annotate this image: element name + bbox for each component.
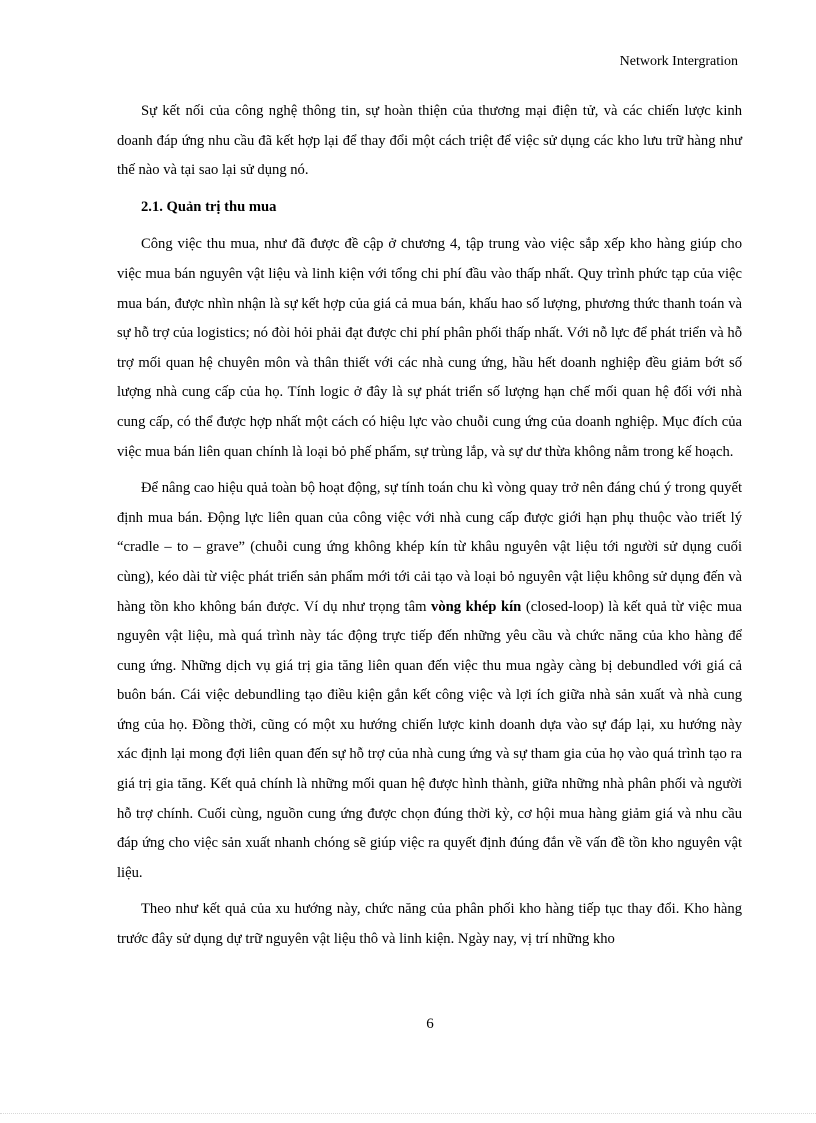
document-body (117, 97, 742, 962)
section-heading: 2.1. Quản trị thu mua (141, 198, 277, 215)
paragraph-trend: Theo như kết quả của xu hướng này, chức năng của phân phối kho hàng tiếp tục thay đổi. Kho hàng trước đây sử dụng dự trữ nguyên vật liệu thô và linh kiện. Ngày nay, vị trí những kho (117, 901, 742, 948)
page-edge-divider (0, 1113, 816, 1114)
paragraph-intro: Sự kết nối của công nghệ thông tin, sự hoàn thiện của thương mại điện tử, và các chiến lược kinh doanh đáp ứng nhu cầu đã kết hợp lại để thay đổi một cách triệt để việc sử dụng các kho lưu trữ hàng như thế nào và tại sao lại sử dụng nó. (117, 103, 742, 179)
paragraph-purchasing: Công việc thu mua, như đã được đề cập ở chương 4, tập trung vào việc sắp xếp kho hàng giúp cho việc mua bán nguyên vật liệu và linh kiện với tổng chi phí đầu vào thấp nhất. Quy trình phức tạp của việc mua bán, được nhìn nhận là sự kết hợp của giá cả mua bán, khấu hao số lượng, phương thức thanh toán và sự hỗ trợ của logistics; nó đòi hỏi phải đạt được chi phí phân phối thấp nhất. Với nỗ lực để phát triển và hỗ trợ mối quan hệ chuyên môn và thân thiết với các nhà cung ứng, hầu hết doanh nghiệp đều giảm bớt số lượng nhà cung cấp của họ. Tính logic ở đây là sự phát triển số lượng hạn chế mối quan hệ đối với nhà cung cấp, có thể được hợp nhất một cách có hiệu lực vào chuỗi cung ứng của doanh nghiệp. Mục đích của việc mua bán liên quan chính là loại bỏ phế phẩm, sự trùng lắp, và sự dư thừa không nằm trong kế hoạch. (117, 236, 742, 460)
paragraph-closed-loop (117, 474, 742, 888)
running-header: Network Intergration (619, 54, 738, 69)
page-number: 6 (426, 1016, 434, 1032)
text-run: Để nâng cao hiệu quả toàn bộ hoạt động, sự tính toán chu kì vòng quay trở nên đáng chú ý trong quyết định mua bán. Động lực liên quan của công việc với nhà cung cấp được giới hạn phụ thuộc vào triết lý “cradle – to – grave” (chuỗi cung ứng không khép kín từ khâu nguyên vật liệu tới người sử dụng cuối cùng), kéo dài từ việc phát triển sản phẩm mới tới cải tạo và loại bỏ nguyên vật liệu không sử dụng đến và hàng tồn kho không bán được. Ví dụ như trọng tâm (117, 480, 742, 615)
bold-term: vòng khép kín (431, 598, 522, 615)
text-run: (closed-loop) là kết quả từ việc mua nguyên vật liệu, mà quá trình này tác động trực tiếp đến những yêu cầu và chức năng của kho hàng để cung ứng. Những dịch vụ giá trị gia tăng liên quan đến việc thu mua ngày càng bị debundled với giá cả buôn bán. Cái việc debundling tạo điều kiện gắn kết công việc và lợi ích giữa nhà sản xuất và nhà cung ứng của họ. Đồng thời, cũng có một xu hướng chiến lược kinh doanh dựa vào sự đáp lại, xu hướng này xác định lại mong đợi liên quan đến sự hỗ trợ của nhà cung ứng và sự tham gia của họ vào quá trình tạo ra giá trị gia tăng. Kết quả chính là những mối quan hệ được hình thành, giữa những nhà phân phối và người hỗ trợ chính. Cuối cùng, nguồn cung ứng được chọn đúng thời kỳ, cơ hội mua hàng giảm giá và nhu cầu đáp ứng cho việc sản xuất nhanh chóng sẽ giúp việc ra quyết định đúng đắn về vấn đề tồn kho nguyên vật liệu. (117, 598, 742, 881)
